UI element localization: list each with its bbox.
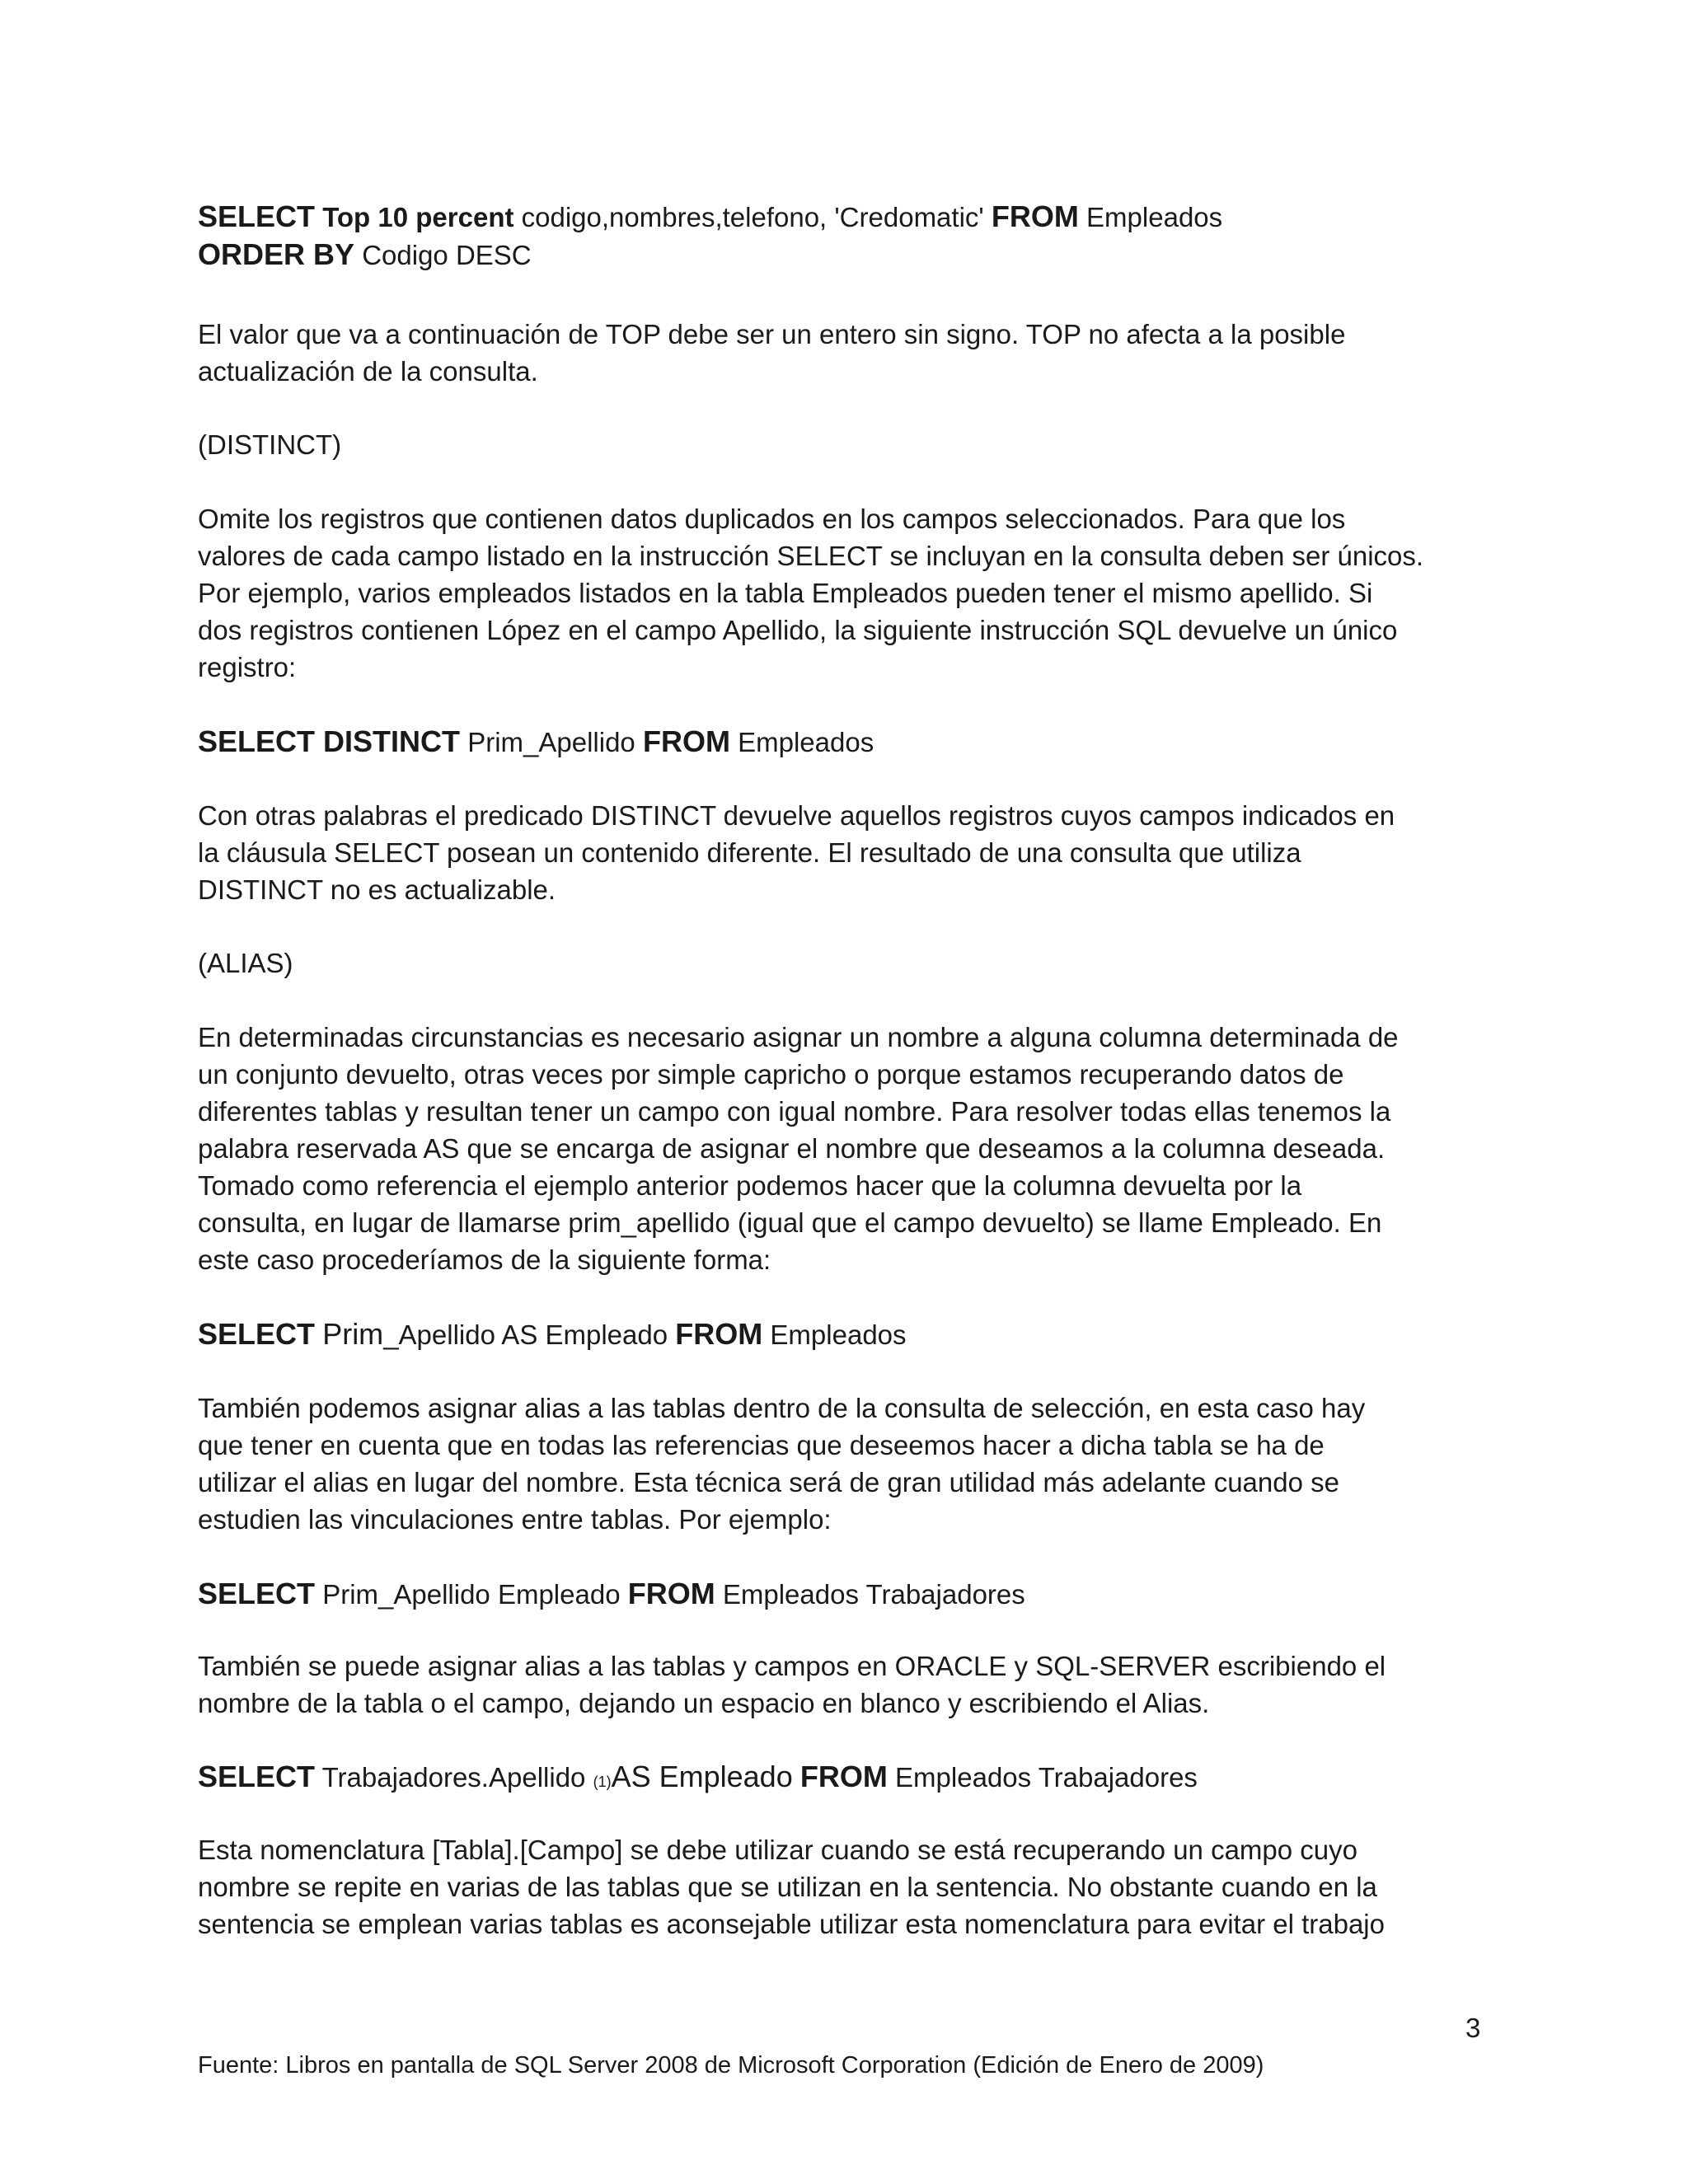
sql-code-line <box>198 1315 1434 1353</box>
sql-keyword: FROM <box>675 1317 763 1351</box>
sql-keyword: SELECT <box>198 1317 316 1351</box>
sql-text: Codigo DESC <box>362 240 532 270</box>
sql-text: Prim_Apellido <box>467 727 635 757</box>
sql-keyword: FROM <box>642 724 730 758</box>
paragraph-line: Con otras palabras el predicado DISTINCT devuelve aquellos registros cuyos campos indicados en <box>198 800 1395 831</box>
sql-keyword: SELECT <box>198 1760 316 1793</box>
sql-text: Prim_Apellido Empleado <box>322 1579 621 1610</box>
paragraph-line: la cláusula SELECT posean un contenido diferente. El resultado de una consulta que utiliza <box>198 837 1301 868</box>
sql-keyword: SELECT <box>198 199 316 233</box>
sql-keyword: SELECT <box>198 1577 316 1610</box>
sql-code-line <box>198 1758 1434 1801</box>
sql-text: Empleados <box>770 1319 907 1350</box>
paragraph-line: nombre se repite en varias de las tablas que se utilizan en la sentencia. No obstante cuando en la <box>198 1872 1377 1902</box>
sql-text: Empleados Trabajadores <box>722 1579 1025 1610</box>
paragraph-line: actualización de la consulta. <box>198 356 538 387</box>
paragraph-line: El valor que va a continuación de TOP debe ser un entero sin signo. TOP no afecta a la posible <box>198 319 1346 349</box>
sql-keyword: Top 10 percent <box>322 202 514 232</box>
paragraph-line: DISTINCT no es actualizable. <box>198 874 556 905</box>
paragraph-line: un conjunto devuelto, otras veces por simple capricho o porque estamos recuperando datos de <box>198 1059 1344 1090</box>
paragraph-line: También se puede asignar alias a las tablas y campos en ORACLE y SQL-SERVER escribiendo el <box>198 1651 1386 1681</box>
sql-keyword: SELECT DISTINCT <box>198 724 461 758</box>
sql-text: codigo,nombres,telefono, 'Credomatic' <box>521 202 984 232</box>
paragraph-line: que tener en cuenta que en todas las referencias que deseemos hacer a dicha tabla se ha de <box>198 1430 1325 1460</box>
paragraph-line: valores de cada campo listado en la instrucción SELECT se incluyan en la consulta deben ser únicos. <box>198 541 1424 571</box>
paragraph-line: palabra reservada AS que se encarga de asignar el nombre que deseamos a la columna deseada. <box>198 1133 1386 1164</box>
paragraph-line: utilizar el alias en lugar del nombre. Esta técnica será de gran utilidad más adelante cuando se <box>198 1467 1339 1497</box>
paragraph-line: dos registros contienen López en el campo Apellido, la siguiente instrucción SQL devuelve un único <box>198 615 1398 645</box>
sql-text: AS Empleado <box>611 1760 793 1793</box>
sql-code-line <box>198 198 1434 236</box>
sql-code-line <box>198 236 1434 274</box>
sql-keyword: ORDER BY <box>198 237 355 271</box>
sql-text: Empleados Trabajadores <box>895 1762 1198 1793</box>
paragraph-line: nombre de la tabla o el campo, dejando un espacio en blanco y escribiendo el Alias. <box>198 1688 1210 1718</box>
paragraph-line: este caso procederíamos de la siguiente forma: <box>198 1244 771 1275</box>
paragraph-line: consulta, en lugar de llamarse prim_apellido (igual que el campo devuelto) se llame Empleado. En <box>198 1207 1382 1238</box>
sql-text: Trabajadores.Apellido <box>321 1762 586 1793</box>
page-footer: Fuente: Libros en pantalla de SQL Server 2008 de Microsoft Corporation (Edición de Enero de 2009) <box>198 2052 1264 2079</box>
paragraph-line: Omite los registros que contienen datos duplicados en los campos seleccionados. Para que los <box>198 504 1346 534</box>
sql-text: Empleados <box>1086 202 1223 232</box>
sql-text: _Apellido AS Empleado <box>383 1319 668 1350</box>
sql-text: Prim <box>322 1317 384 1351</box>
sql-code-line <box>198 723 1434 761</box>
paragraph-line: Por ejemplo, varios empleados listados en la tabla Empleados pueden tener el mismo apellido. Si <box>198 578 1373 608</box>
paragraph-line: registro: <box>198 652 297 682</box>
section-heading: (ALIAS) <box>198 948 293 978</box>
footnote-marker: (1) <box>593 1774 612 1790</box>
paragraph-line: En determinadas circunstancias es necesario asignar un nombre a alguna columna determinada de <box>198 1022 1399 1052</box>
paragraph-line: estudien las vinculaciones entre tablas. Por ejemplo: <box>198 1504 832 1535</box>
section-heading: (DISTINCT) <box>198 429 342 460</box>
sql-keyword: FROM <box>991 199 1079 233</box>
sql-keyword: FROM <box>627 1577 715 1610</box>
paragraph-line: diferentes tablas y resultan tener un campo con igual nombre. Para resolver todas ellas tenemos la <box>198 1096 1391 1127</box>
page-number: 3 <box>1465 2013 1481 2043</box>
sql-code-line <box>198 1575 1434 1613</box>
paragraph-line: También podemos asignar alias a las tablas dentro de la consulta de selección, en esta caso hay <box>198 1393 1366 1423</box>
paragraph-line: sentencia se emplean varias tablas es aconsejable utilizar esta nomenclatura para evitar el trabajo <box>198 1909 1385 1939</box>
paragraph-line: Tomado como referencia el ejemplo anterior podemos hacer que la columna devuelta por la <box>198 1170 1302 1201</box>
sql-text: Empleados <box>738 727 874 757</box>
sql-keyword: FROM <box>799 1760 888 1793</box>
paragraph-line: Esta nomenclatura [Tabla].[Campo] se debe utilizar cuando se está recuperando un campo cuyo <box>198 1835 1357 1865</box>
